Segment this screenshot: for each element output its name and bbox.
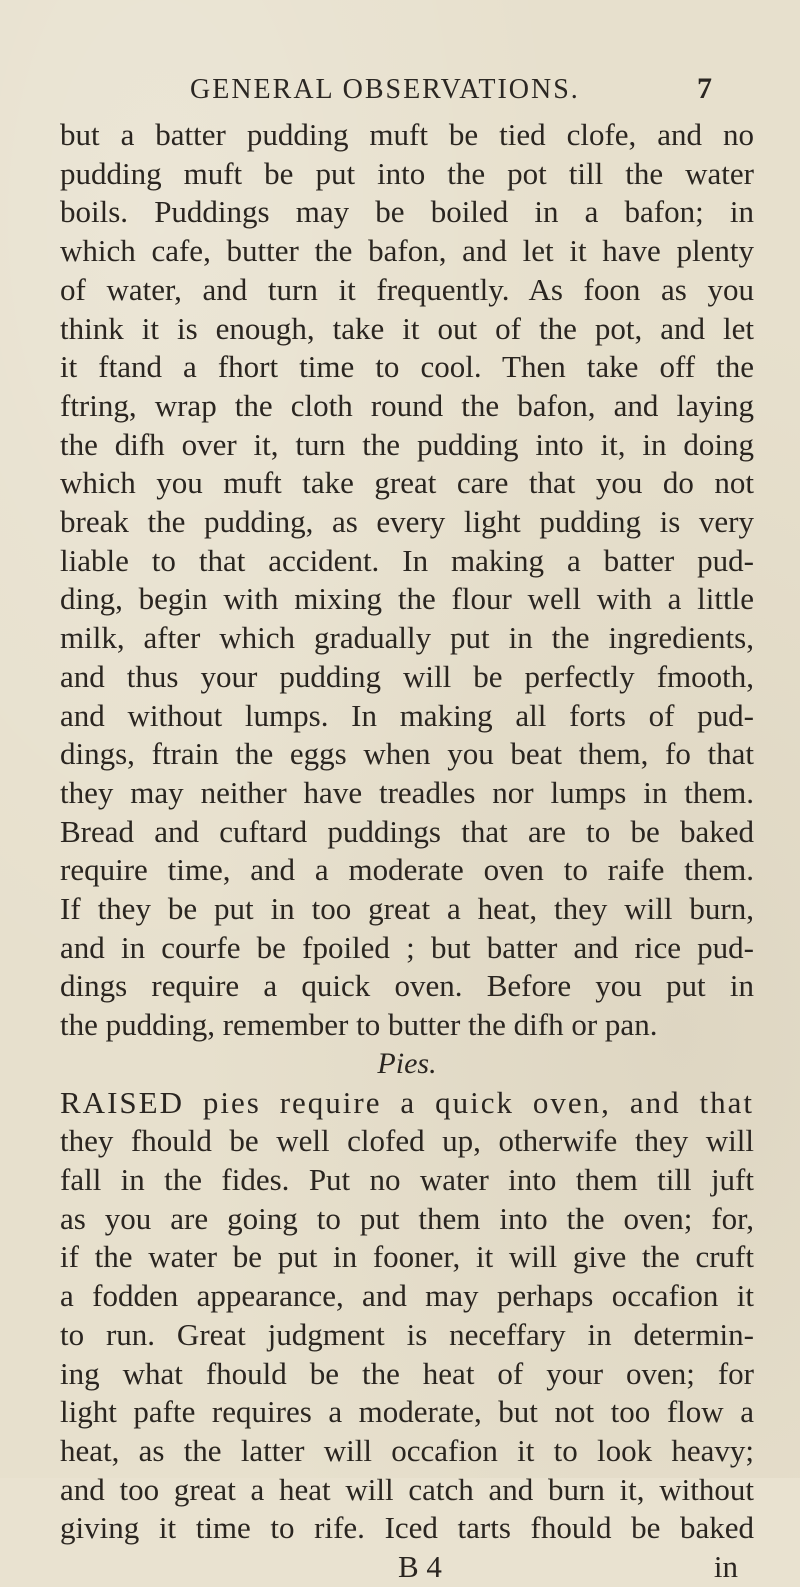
text-line: and thus your pudding will be perfectly fmooth, (60, 658, 754, 694)
text-line: liable to that accident. In making a batter pud- (60, 542, 754, 578)
text-line: ftring, wrap the cloth round the bafon, and laying (60, 387, 754, 423)
text-line: heat, as the latter will occafion it to look heavy; (60, 1432, 754, 1468)
paragraph-puddings (60, 116, 754, 1045)
text-line: they fhould be well clofed up, otherwife they will (60, 1123, 754, 1159)
text-line: giving it time to rife. Iced tarts fhould be baked (60, 1510, 754, 1546)
text-line: dings, ftrain the eggs when you beat them, fo that (60, 736, 754, 772)
text-line: Bread and cuftard puddings that are to be baked (60, 813, 754, 849)
signature-mark: B 4 (398, 1549, 442, 1585)
text-line: light pafte requires a moderate, but not too flow a (60, 1394, 754, 1430)
text-line: dings require a quick oven. Before you put in (60, 968, 754, 1004)
text-line: as you are going to put them into the oven; for, (60, 1200, 754, 1236)
text-line: to run. Great judgment is neceffary in determin- (60, 1316, 754, 1352)
text-line: break the pudding, as every light pudding is very (60, 504, 754, 540)
text-line: pudding muft be put into the pot till the water (60, 155, 754, 191)
text-line: of water, and turn it frequently. As foon as you (60, 271, 754, 307)
running-title: GENERAL OBSERVATIONS. (190, 74, 580, 105)
text-line: and without lumps. In making all forts of pud- (60, 697, 754, 733)
text-line: if the water be put in fooner, it will give the cruft (60, 1239, 754, 1275)
page-footer (60, 1548, 754, 1587)
running-head (60, 72, 754, 106)
text-line: they may neither have treadles nor lumps in them. (60, 774, 754, 810)
text-line: milk, after which gradually put in the ingredients, (60, 620, 754, 656)
text-line: which you muft take great care that you do not (60, 465, 754, 501)
text-line: and too great a heat will catch and burn it, without (60, 1471, 754, 1507)
text-line: think it is enough, take it out of the pot, and let (60, 310, 754, 346)
text-line: the difh over it, turn the pudding into it, in doing (60, 426, 754, 462)
text-line: ding, begin with mixing the flour well with a little (60, 581, 754, 617)
text-line: which cafe, butter the bafon, and let it have plenty (60, 233, 754, 269)
text-line: If they be put in too great a heat, they will burn, (60, 891, 754, 927)
text-line: ing what fhould be the heat of your oven; for (60, 1355, 754, 1391)
text-line: RAISED pies require a quick oven, and that (60, 1084, 754, 1120)
text-line: the pudding, remember to butter the difh or pan. (60, 1007, 658, 1043)
text-line: but a batter pudding muft be tied clofe, and no (60, 117, 754, 152)
paragraph-pies (60, 1084, 754, 1548)
text-line: require time, and a moderate oven to raife them. (60, 852, 754, 888)
catchword: in (713, 1549, 738, 1585)
page-number: 7 (697, 72, 714, 105)
text-line: boils. Puddings may be boiled in a bafon; in (60, 194, 754, 230)
section-heading-pies: Pies. (377, 1046, 437, 1080)
text-line: and in courfe be fpoiled ; but batter and rice pud- (60, 929, 754, 965)
text-line: a fodden appearance, and may perhaps occafion it (60, 1278, 754, 1314)
text-line: it ftand a fhort time to cool. Then take off the (60, 349, 754, 385)
text-line: fall in the fides. Put no water into them till juft (60, 1161, 754, 1197)
